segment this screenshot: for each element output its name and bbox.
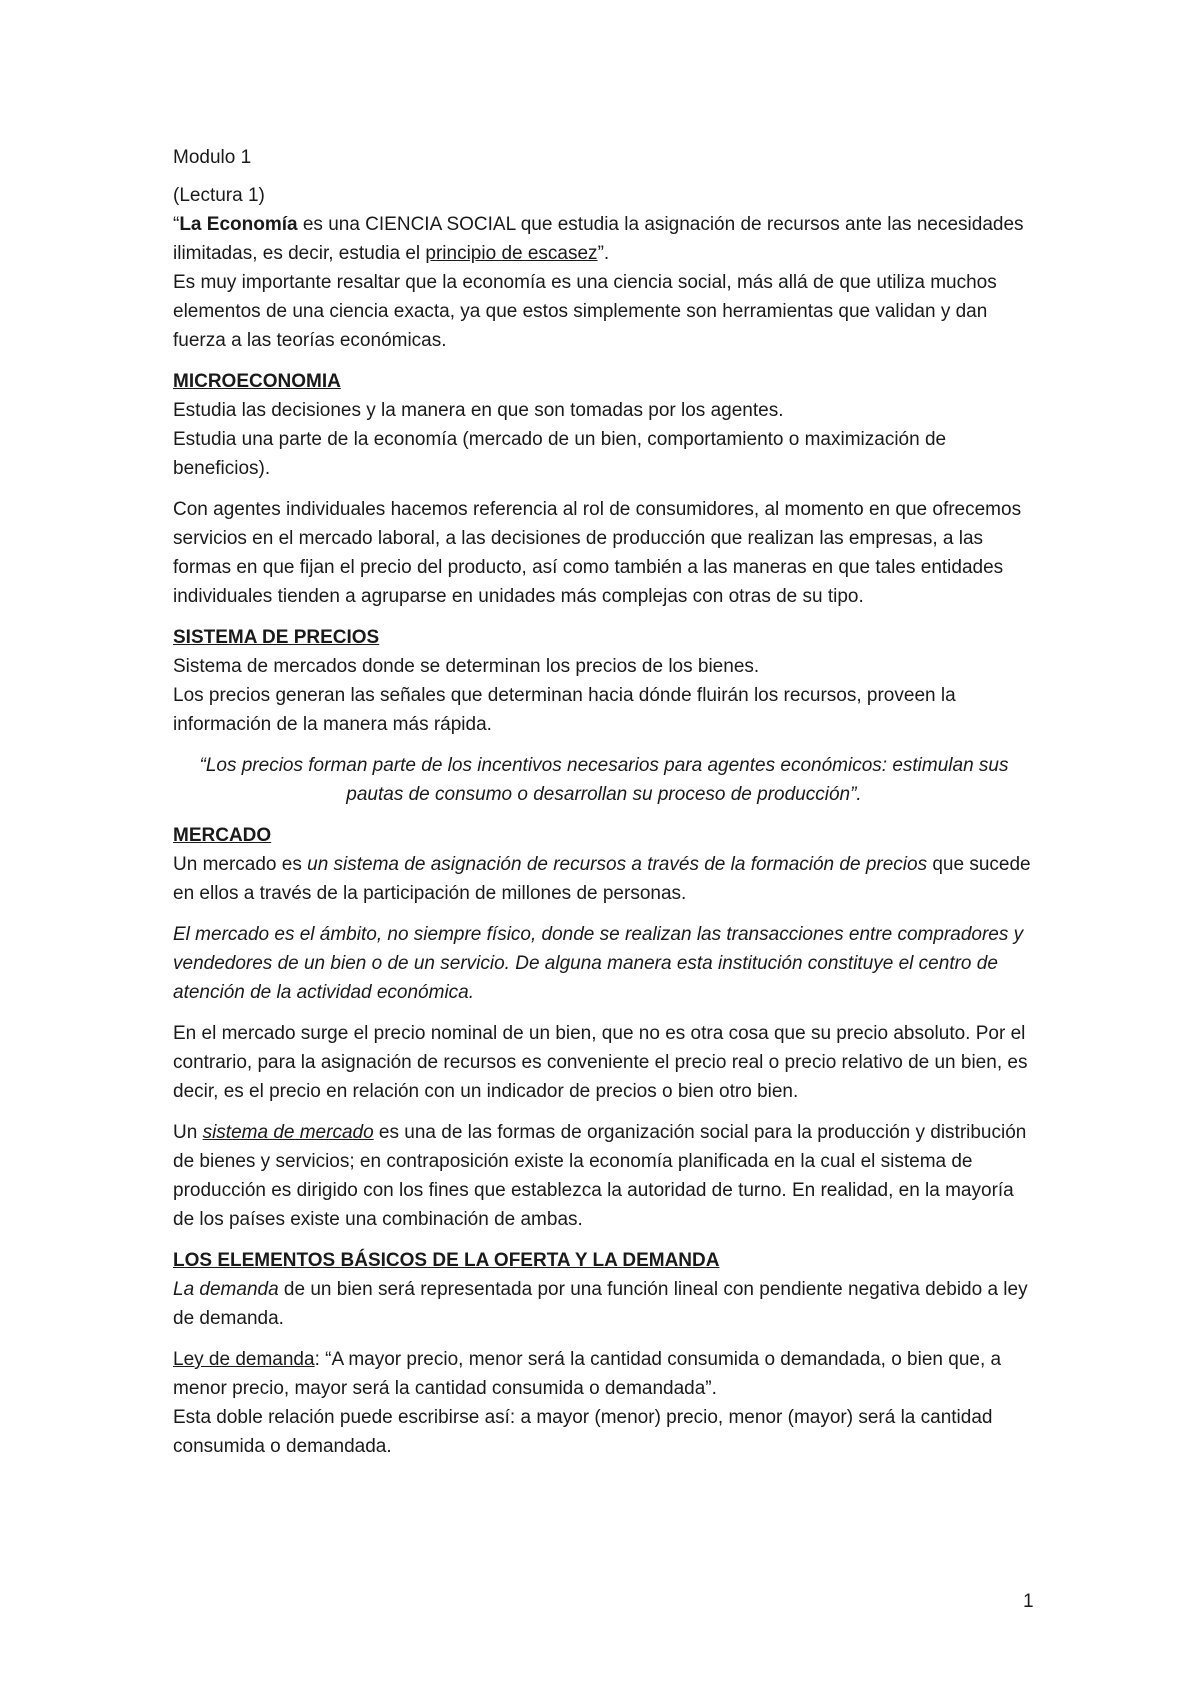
definition-term: La Economía: [179, 214, 298, 235]
definition-open-quote: “: [173, 214, 180, 235]
document-body: [173, 143, 1035, 1461]
precios-quote: “Los precios forman parte de los incentivos necesarios para agentes económicos: estimulan sus pautas de consumo o desarrollan su proceso de producción”.: [199, 755, 1009, 805]
economia-definition: [173, 210, 1035, 268]
agentes-paragraph: Con agentes individuales hacemos referencia al rol de consumidores, al momento en que ofrecemos servicios en el mercado laboral, a las decisiones de producción que realizan las empresas, a las formas en que fijan el precio del producto, así como también a las maneras en que tales entidades individuales tienden a agruparse en unidades más complejas con otras de su tipo.: [173, 499, 1022, 607]
sistema-precios-line-1: Sistema de mercados donde se determinan los precios de los bienes.: [173, 656, 760, 677]
sistema-mercado-paragraph: [173, 1118, 1035, 1234]
sistema-mercado-text-2: es una de las formas de organización social para la producción y distribución de bienes y servicios; en contraposición existe la economía planificada en la cual el sistema de producción es dirigido con los fines que establezca la autoridad de turno. En realidad, en la mayoría de los países existe una combinación de ambas.: [173, 1122, 1027, 1230]
ley-demanda-paragraph: [173, 1345, 1035, 1403]
ley-demanda-term: Ley de demanda: [173, 1349, 315, 1370]
social-science-paragraph: Es muy importante resaltar que la economía es una ciencia social, más allá de que utiliza muchos elementos de una ciencia exacta, ya que estos simplemente son herramientas que validan y dan fuerza a las teorías económicas.: [173, 272, 997, 351]
sistema-precios-line-2: Los precios generan las señales que determinan hacia dónde fluirán los recursos, proveen la información de la manera más rápida.: [173, 685, 956, 735]
principio-escasez: principio de escasez: [425, 243, 598, 264]
demanda-text: de un bien será representada por una función lineal con pendiente negativa debido a ley de demanda.: [173, 1279, 1028, 1329]
sistema-mercado-text-1: Un: [173, 1122, 203, 1143]
mercado-ambito-paragraph: El mercado es el ámbito, no siempre físico, donde se realizan las transacciones entre compradores y vendedores de un bien o de un servicio. De alguna manera esta institución constituye el centro de atención de la actividad económica.: [173, 924, 1024, 1003]
mercado-def-italic: un sistema de asignación de recursos a través de la formación de precios: [307, 854, 928, 875]
mercado-definition: [173, 850, 1035, 908]
doble-relacion-paragraph: Esta doble relación puede escribirse así: a mayor (menor) precio, menor (mayor) será la cantidad consumida o demandada.: [173, 1407, 993, 1457]
sistema-precios-heading: SISTEMA DE PRECIOS: [173, 627, 380, 648]
oferta-demanda-heading: LOS ELEMENTOS BÁSICOS DE LA OFERTA Y LA DEMANDA: [173, 1250, 720, 1271]
microeconomia-heading: MICROECONOMIA: [173, 371, 341, 392]
definition-close: ”.: [597, 243, 610, 264]
page-number: 1: [1023, 1591, 1034, 1612]
module-title: Modulo 1: [173, 147, 252, 168]
ley-demanda-text: : “A mayor precio, menor será la cantidad consumida o demandada, o bien que, a menor precio, mayor será la cantidad consumida o demandada”.: [173, 1349, 1002, 1399]
precio-nominal-paragraph: En el mercado surge el precio nominal de un bien, que no es otra cosa que su precio absoluto. Por el contrario, para la asignación de recursos es conveniente el precio real o precio relativo de un bien, es decir, es el precio en relación con un indicador de precios o bien otro bien.: [173, 1023, 1028, 1102]
mercado-heading: MERCADO: [173, 825, 272, 846]
mercado-def-text-1: Un mercado es: [173, 854, 308, 875]
lectura-label: (Lectura 1): [173, 185, 265, 206]
demanda-term: La demanda: [173, 1279, 279, 1300]
microeconomia-line-2: Estudia una parte de la economía (mercado de un bien, comportamiento o maximización de beneficios).: [173, 429, 947, 479]
mercado-def-text-2: que sucede en ellos a través de la participación de millones de personas.: [173, 854, 1031, 904]
demanda-paragraph: [173, 1275, 1035, 1333]
definition-text: es una CIENCIA SOCIAL que estudia la asignación de recursos ante las necesidades ilimitadas, es decir, estudia el: [173, 214, 1024, 264]
microeconomia-line-1: Estudia las decisiones y la manera en que son tomadas por los agentes.: [173, 400, 784, 421]
sistema-mercado-term: sistema de mercado: [202, 1122, 374, 1143]
